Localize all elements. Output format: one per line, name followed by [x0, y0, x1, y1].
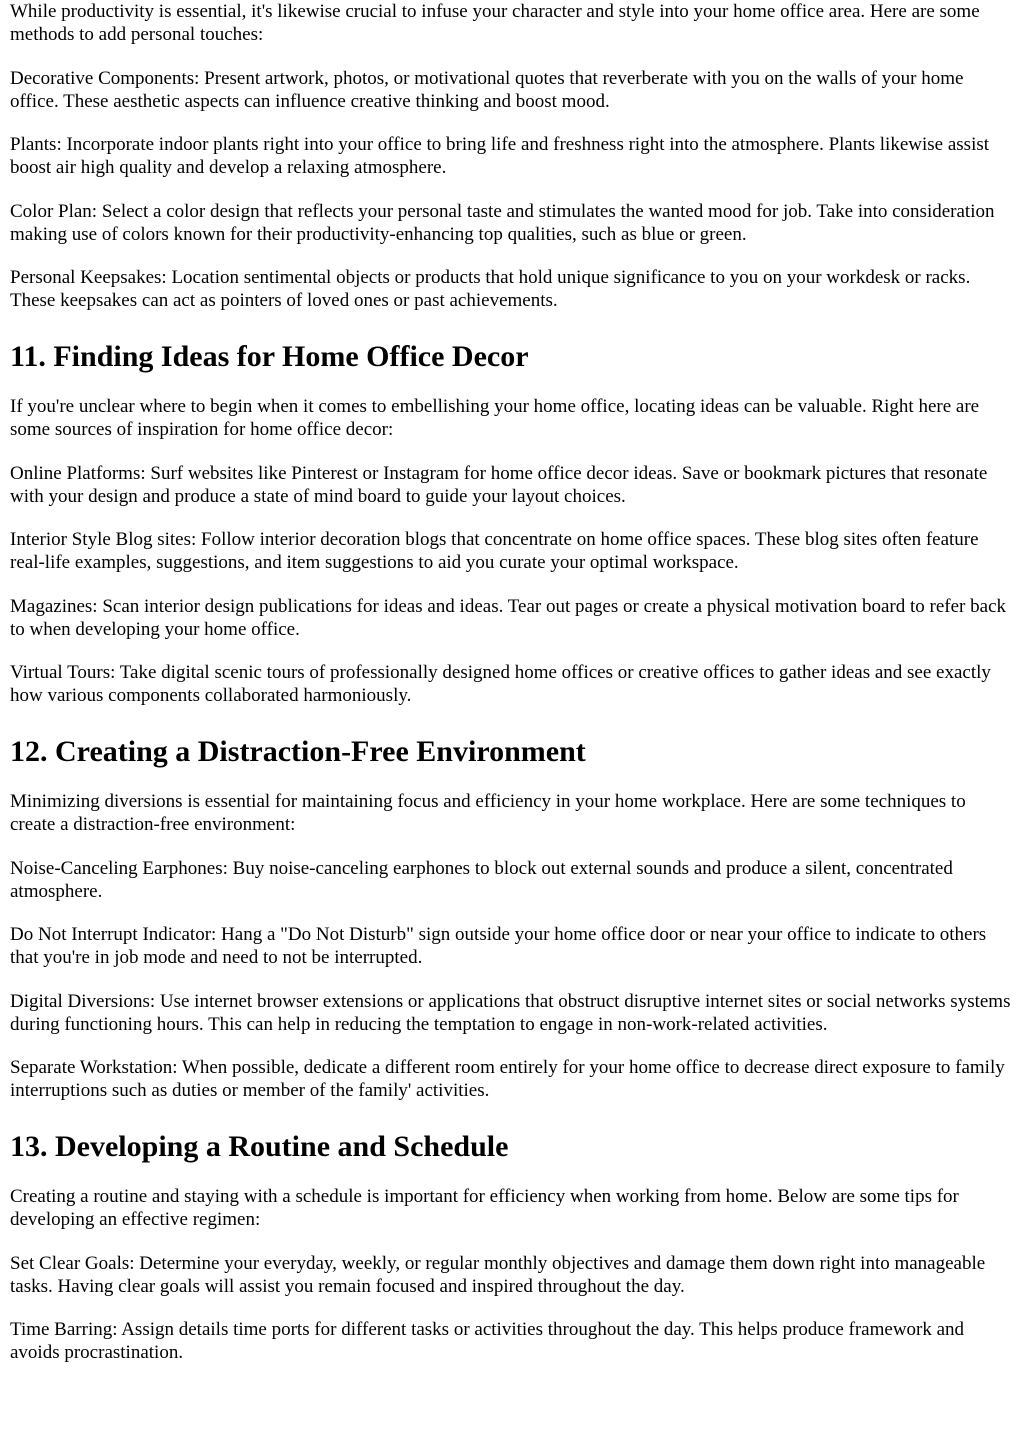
section-paragraph: Interior Style Blog sites: Follow interior decoration blogs that concentrate on home office spaces. These blog sites often feature real-life examples, suggestions, and item suggestions to aid you curate your optimal workspace.: [10, 529, 979, 573]
section-paragraph: If you're unclear where to begin when it comes to embellishing your home office, locating ideas can be valuable. Right here are some sources of inspiration for home office decor:: [10, 396, 980, 440]
section-paragraph: Time Barring: Assign details time ports for different tasks or activities throughout the day. This helps produce framework and avoids procrastination.: [10, 1319, 965, 1363]
section-heading-12: 12. Creating a Distraction-Free Environment: [10, 735, 586, 768]
section-paragraph: Set Clear Goals: Determine your everyday, weekly, or regular monthly objectives and damage them down right into manageable tasks. Having clear goals will assist you remain focused and inspired throughout the day.: [10, 1252, 986, 1297]
intro-paragraph: Personal Keepsakes: Location sentimental objects or products that hold unique significance to you on your workdesk or racks. These keepsakes can act as pointers of loved ones or past achievements.: [10, 267, 971, 311]
section-heading-11: 11. Finding Ideas for Home Office Decor: [10, 340, 529, 373]
intro-paragraph: Plants: Incorporate indoor plants right into your office to bring life and freshness right into the atmosphere. Plants likewise assist boost air high quality and develop a relaxing atmosphere.: [10, 134, 990, 178]
intro-paragraph: While productivity is essential, it's likewise crucial to infuse your character and style into your home office area. Here are some methods to add personal touches:: [10, 1, 980, 45]
section-paragraph: Separate Workstation: When possible, dedicate a different room entirely for your home office to decrease direct exposure to family interruptions such as duties or member of the family' activities.: [10, 1057, 1005, 1101]
section-paragraph: Magazines: Scan interior design publications for ideas and ideas. Tear out pages or create a physical motivation board to refer back to when developing your home office.: [10, 595, 1006, 640]
section-paragraph: Creating a routine and staying with a schedule is important for efficiency when working from home. Below are some tips for developing an effective regimen:: [10, 1186, 959, 1230]
intro-paragraph: Decorative Components: Present artwork, photos, or motivational quotes that reverberate with you on the walls of your home office. These aesthetic aspects can influence creative thinking and boost mood.: [10, 67, 964, 112]
section-paragraph: Digital Diversions: Use internet browser extensions or applications that obstruct disruptive internet sites or social networks systems during functioning hours. This can help in reducing the temptation to engage in non-work-related activities.: [10, 990, 1011, 1035]
section-paragraph: Noise-Canceling Earphones: Buy noise-canceling earphones to block out external sounds and produce a silent, concentrated atmosphere.: [10, 857, 953, 902]
section-paragraph: Do Not Interrupt Indicator: Hang a "Do Not Disturb" sign outside your home office door or near your office to indicate to others that you're in job mode and need to not be interrupted.: [10, 924, 987, 968]
section-paragraph: Virtual Tours: Take digital scenic tours of professionally designed home offices or creative offices to gather ideas and see exactly how various components collaborated harmoniously.: [10, 662, 991, 706]
intro-paragraph: Color Plan: Select a color design that reflects your personal taste and stimulates the wanted mood for job. Take into consideration making use of colors known for their productivity-enhancing top qualities, such as blue or green.: [10, 200, 995, 245]
section-paragraph: Minimizing diversions is essential for maintaining focus and efficiency in your home workplace. Here are some techniques to create a distraction-free environment:: [10, 791, 966, 835]
section-heading-13: 13. Developing a Routine and Schedule: [10, 1130, 509, 1163]
section-paragraph: Online Platforms: Surf websites like Pinterest or Instagram for home office decor ideas. Save or bookmark pictures that resonate with your design and produce a state of mind board to guide your layout choices.: [10, 462, 988, 507]
